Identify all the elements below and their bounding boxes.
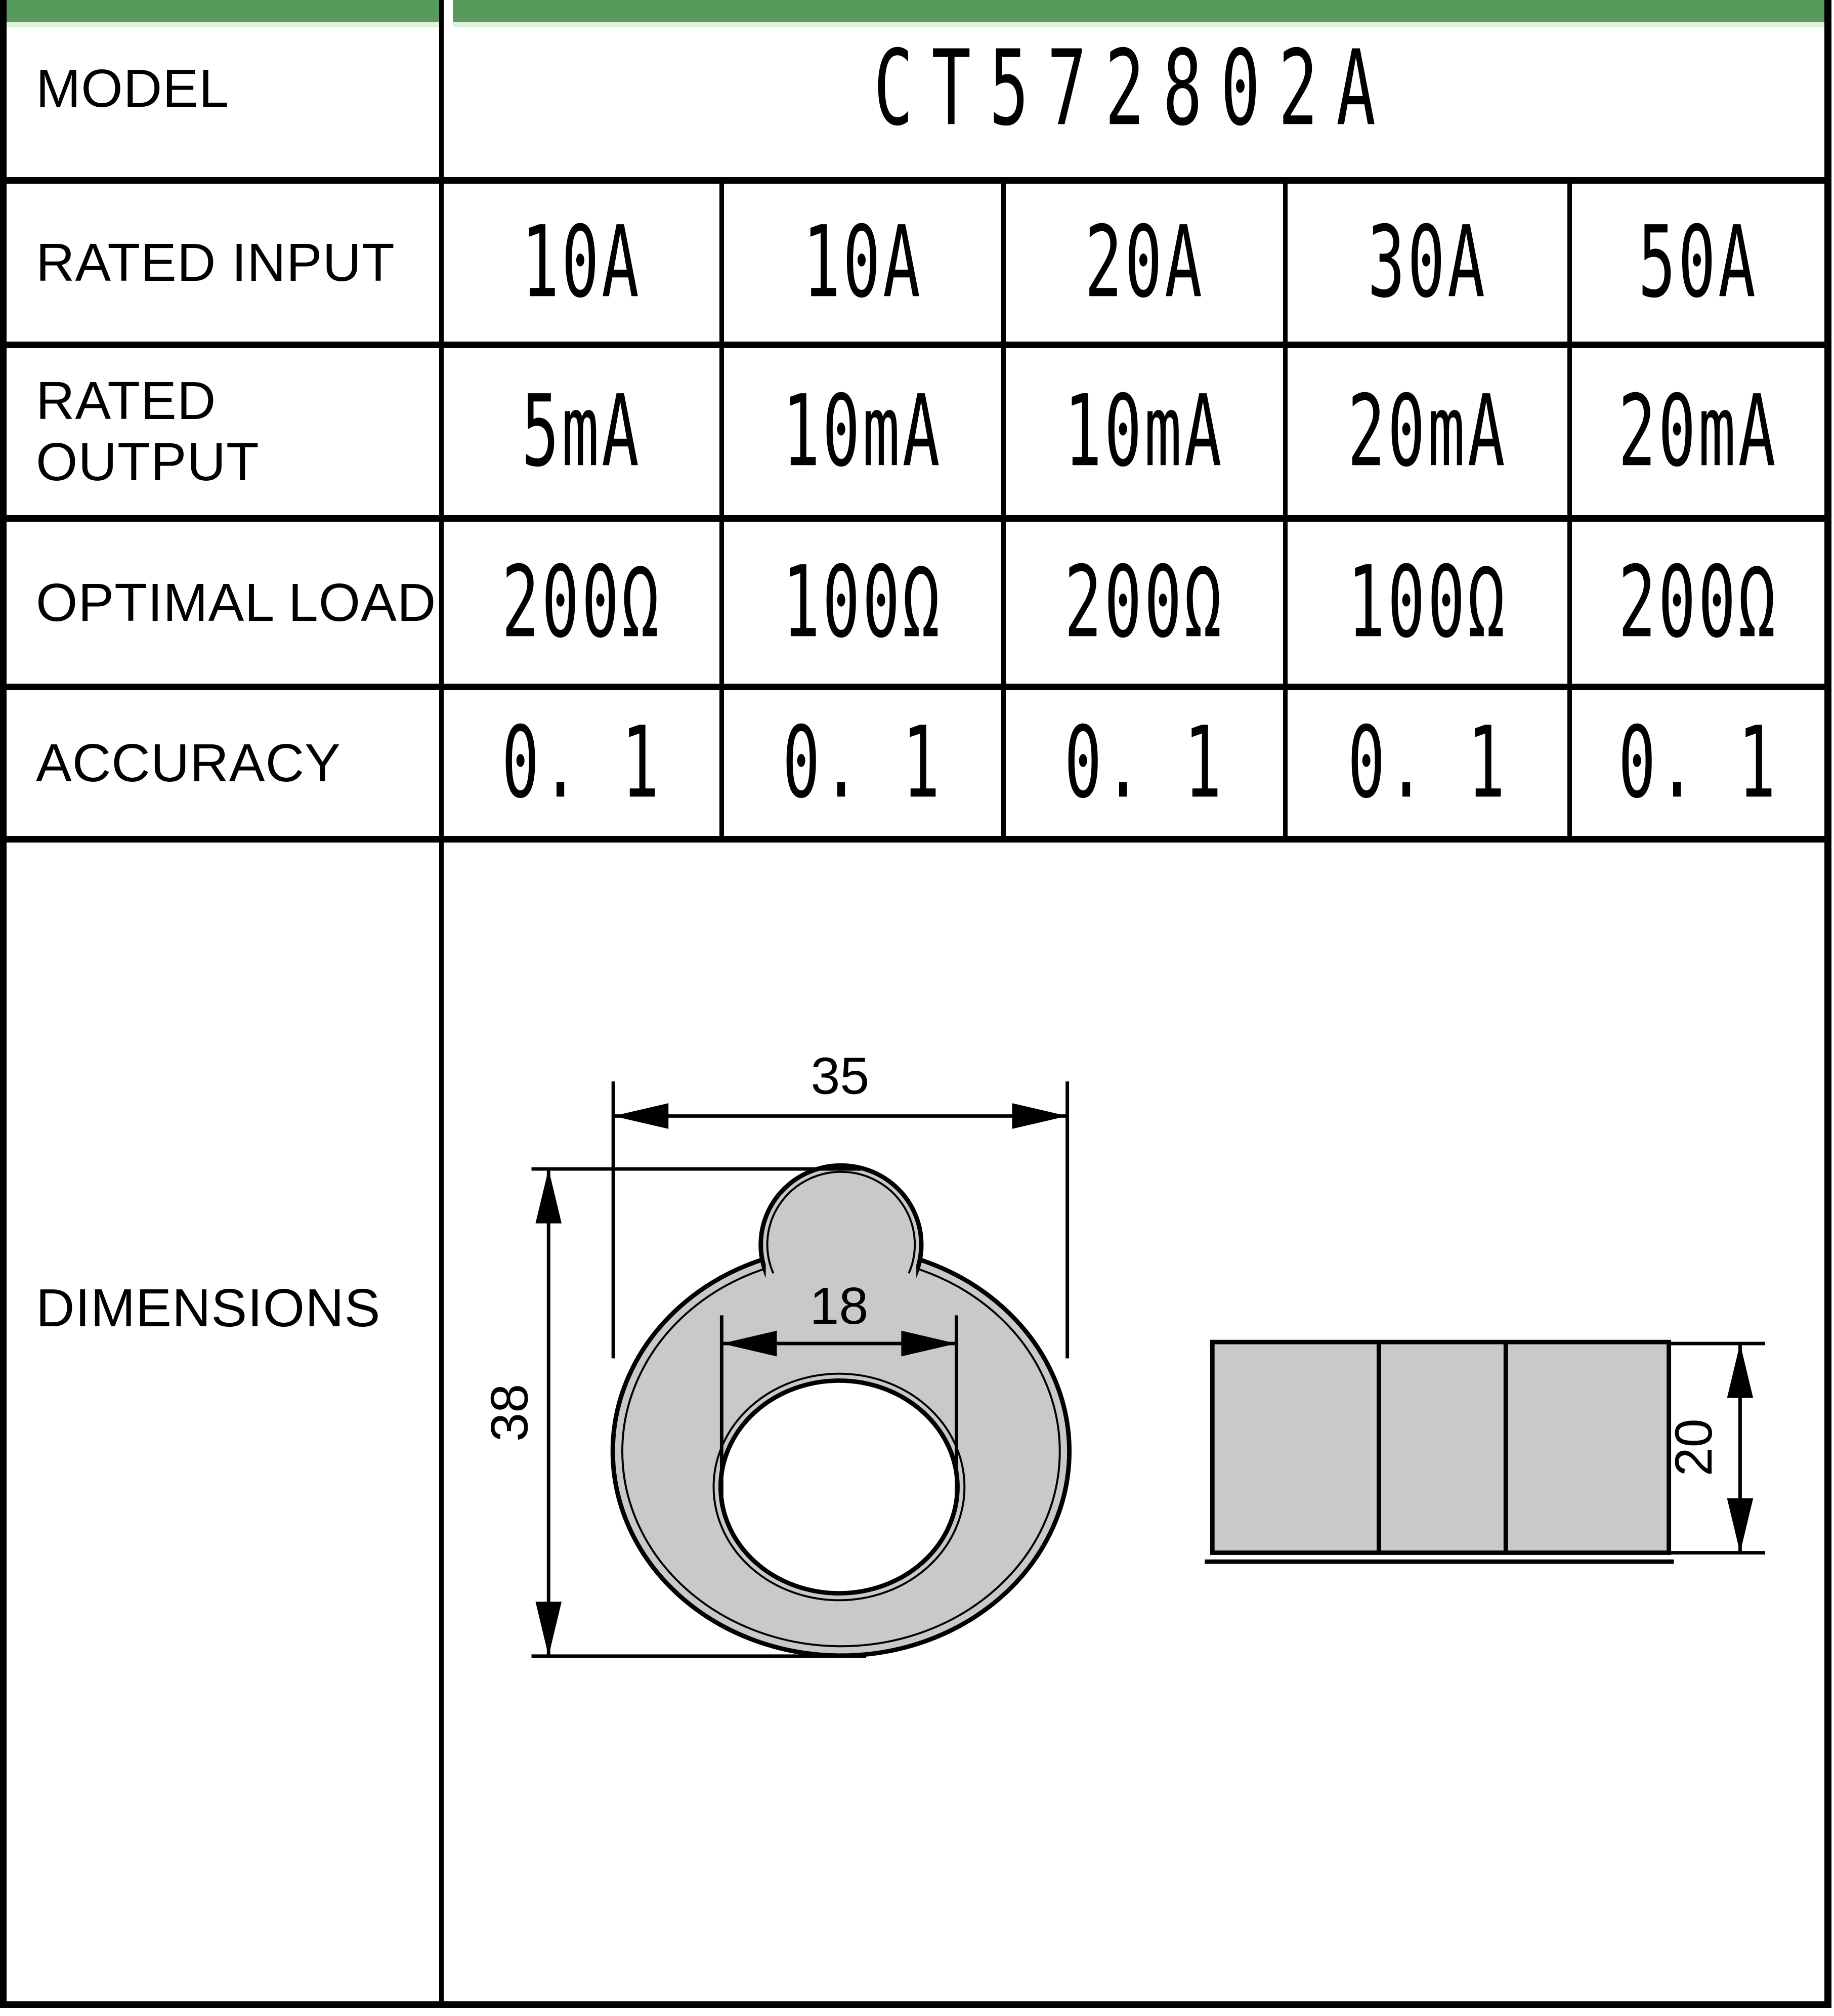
accuracy-cell-4 xyxy=(1283,684,1567,836)
rated-output-value: 20mA xyxy=(1618,374,1778,489)
accuracy-label-cell xyxy=(7,684,439,836)
dimensions-drawing-cell xyxy=(439,836,1824,2001)
rated-output-cell-1 xyxy=(439,342,719,515)
model-label: MODEL xyxy=(36,58,229,118)
rated-input-value: 10A xyxy=(802,205,923,320)
rated-output-cell-5 xyxy=(1567,342,1824,515)
rated-input-cell-2 xyxy=(719,177,1001,342)
model-value-cell xyxy=(439,0,1824,177)
optimal-load-value: 200Ω xyxy=(1064,545,1224,660)
rated-output-value: 10mA xyxy=(1064,374,1224,489)
optimal-load-cell-3 xyxy=(1001,515,1283,684)
optimal-load-cell-4 xyxy=(1283,515,1567,684)
rated-output-cell-4 xyxy=(1283,342,1567,515)
model-label-cell xyxy=(7,0,439,177)
toroid-side-view xyxy=(1205,1342,1674,1562)
rated-input-label: RATED INPUT xyxy=(36,232,395,292)
accuracy-value: 0. 1 xyxy=(783,705,943,821)
rated-input-value: 20A xyxy=(1084,205,1205,320)
dim-35-label: 35 xyxy=(811,1046,870,1105)
rated-output-value: 20mA xyxy=(1347,374,1508,489)
optimal-load-value: 100Ω xyxy=(1347,545,1508,660)
dimensions-label: DIMENSIONS xyxy=(36,1278,381,1338)
rated-input-label-cell xyxy=(7,177,439,342)
rated-output-label: RATED OUTPUT xyxy=(36,371,260,492)
accuracy-value: 0. 1 xyxy=(1618,705,1778,821)
rated-input-value: 10A xyxy=(522,205,642,320)
rated-output-cell-2 xyxy=(719,342,1001,515)
optimal-load-label: OPTIMAL LOAD xyxy=(36,572,437,633)
accuracy-cell-5 xyxy=(1567,684,1824,836)
green-header-bar-left xyxy=(7,0,439,27)
rated-output-value: 5mA xyxy=(522,374,642,489)
rated-input-cell-4 xyxy=(1283,177,1567,342)
rated-input-value: 50A xyxy=(1638,205,1758,320)
rated-input-value: 30A xyxy=(1368,205,1487,320)
rated-input-cell-5 xyxy=(1567,177,1824,342)
rated-output-value: 10mA xyxy=(783,374,943,489)
rated-input-cell-1 xyxy=(439,177,719,342)
accuracy-cell-2 xyxy=(719,684,1001,836)
dimension-drawing xyxy=(444,843,1824,2001)
model-value: CT572802A xyxy=(874,28,1394,149)
accuracy-label: ACCURACY xyxy=(36,733,341,793)
optimal-load-cell-5 xyxy=(1567,515,1824,684)
accuracy-value: 0. 1 xyxy=(1347,705,1508,821)
accuracy-cell-3 xyxy=(1001,684,1283,836)
rated-output-label-cell xyxy=(7,342,439,515)
rated-output-cell-3 xyxy=(1001,342,1283,515)
optimal-load-label-cell xyxy=(7,515,439,684)
accuracy-value: 0. 1 xyxy=(501,705,662,821)
green-header-bar-right xyxy=(453,0,1824,27)
optimal-load-cell-1 xyxy=(439,515,719,684)
optimal-load-cell-2 xyxy=(719,515,1001,684)
dim-18-label: 18 xyxy=(809,1276,869,1335)
optimal-load-value: 200Ω xyxy=(501,545,662,660)
accuracy-cell-1 xyxy=(439,684,719,836)
rated-input-cell-3 xyxy=(1001,177,1283,342)
optimal-load-value: 200Ω xyxy=(1618,545,1778,660)
dimensions-label-cell xyxy=(7,836,439,2001)
accuracy-value: 0. 1 xyxy=(1064,705,1224,821)
optimal-load-value: 100Ω xyxy=(783,545,943,660)
dim-38-label: 38 xyxy=(479,1383,539,1442)
dim-20-label: 20 xyxy=(1664,1418,1723,1477)
toroid-front-view xyxy=(613,1165,1069,1656)
